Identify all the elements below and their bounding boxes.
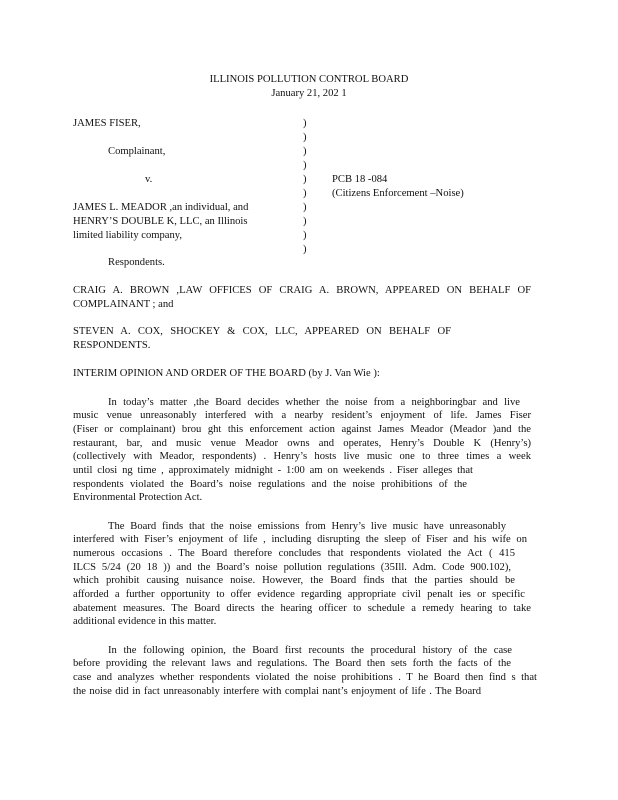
paragraph-line: the noise did in fact unreasonably interfere with complai nant’s enjoyment of life . The Board (73, 686, 481, 697)
case-type: (Citizens Enforcement –Noise) (332, 188, 464, 199)
caption-paren: ) (303, 132, 307, 143)
appearance-line: RESPONDENTS. (73, 340, 151, 351)
paragraph-line: before providing the relevant laws and regulations. The Board then sets forth the facts of the (73, 658, 511, 669)
paragraph-line: The Board finds that the noise emissions from Henry’s live music have unreasonably (108, 521, 506, 532)
paragraph-line: respondents violated the Board’s noise regulations and the noise prohibitions of the (73, 479, 467, 490)
paragraph-line: abatement measures. The Board directs the hearing officer to schedule a remedy hearing to take (73, 603, 531, 614)
complainant-name: JAMES FISER, (73, 118, 141, 129)
paragraph-line: numerous occasions . The Board therefore concludes that respondents violated the Act ( 415 (73, 548, 515, 559)
board-name: ILLINOIS POLLUTION CONTROL BOARD (209, 74, 409, 85)
paragraph-line: case and analyzes whether respondents violated the noise prohibitions . T he Board then find s that (73, 672, 537, 683)
case-number: PCB 18 -084 (332, 174, 388, 185)
complainant-label: Complainant, (108, 146, 166, 157)
appearance-line: CRAIG A. BROWN ,LAW OFFICES OF CRAIG A. BROWN, APPEARED ON BEHALF OF (73, 285, 531, 296)
paragraph-line: (collectively with Meador, respondents) . Henry’s hosts live music one to three times a week (73, 451, 531, 462)
paragraph-line: until closi ng time , approximately midnight - 1:00 am on weekends . Fiser alleges that (73, 465, 473, 476)
paragraph-line: (Fiser or complainant) brou ght this enforcement action against James Meador (Meador )and the (73, 424, 531, 435)
paragraph-line: which prohibit causing nuisance noise. However, the Board finds that the parties should be (73, 575, 515, 586)
respondent-line: HENRY’S DOUBLE K, LLC, an Illinois (73, 216, 248, 227)
paragraph-line: restaurant, bar, and music venue Meador owns and operates, Henry’s Double K (Henry’s) (73, 438, 531, 449)
respondent-line: limited liability company, (73, 230, 183, 241)
respondents-label: Respondents. (108, 257, 165, 268)
caption-paren: ) (303, 174, 307, 185)
appearance-line: STEVEN A. COX, SHOCKEY & COX, LLC, APPEARED ON BEHALF OF (73, 326, 451, 337)
paragraph-line: In today’s matter ,the Board decides whether the noise from a neighboringbar and live (108, 397, 520, 408)
opinion-heading: INTERIM OPINION AND ORDER OF THE BOARD (by J. Van Wie ): (73, 368, 380, 379)
paragraph-line: Environmental Protection Act. (73, 492, 203, 503)
appearance-line: COMPLAINANT ; and (73, 299, 174, 310)
paragraph-line: ILCS 5/24 (20 18 )) and the Board’s noise pollution regulations (35Ill. Adm. Code 900.102), (73, 562, 511, 573)
paragraph-line: music venue unreasonably interfered with a nearby resident’s enjoyment of life. James Fiser (73, 410, 531, 421)
caption-paren: ) (303, 244, 307, 255)
caption-paren: ) (303, 216, 307, 227)
paragraph-line: In the following opinion, the Board first recounts the procedural history of the case (108, 645, 512, 656)
paragraph-line: additional evidence in this matter. (73, 616, 217, 627)
caption-paren: ) (303, 202, 307, 213)
decision-date: January 21, 202 1 (271, 88, 347, 99)
paragraph-line: afforded a further opportunity to offer evidence regarding appropriate civil penalt ies or specific (73, 589, 525, 600)
versus-label: v. (145, 174, 153, 185)
caption-paren: ) (303, 230, 307, 241)
caption-paren: ) (303, 188, 307, 199)
caption-paren: ) (303, 146, 307, 157)
paragraph-line: interfered with Fiser’s enjoyment of life , including disrupting the sleep of Fiser and his wife on (73, 534, 527, 545)
caption-paren: ) (303, 118, 307, 129)
respondent-line: JAMES L. MEADOR ,an individual, and (73, 202, 249, 213)
caption-paren: ) (303, 160, 307, 171)
